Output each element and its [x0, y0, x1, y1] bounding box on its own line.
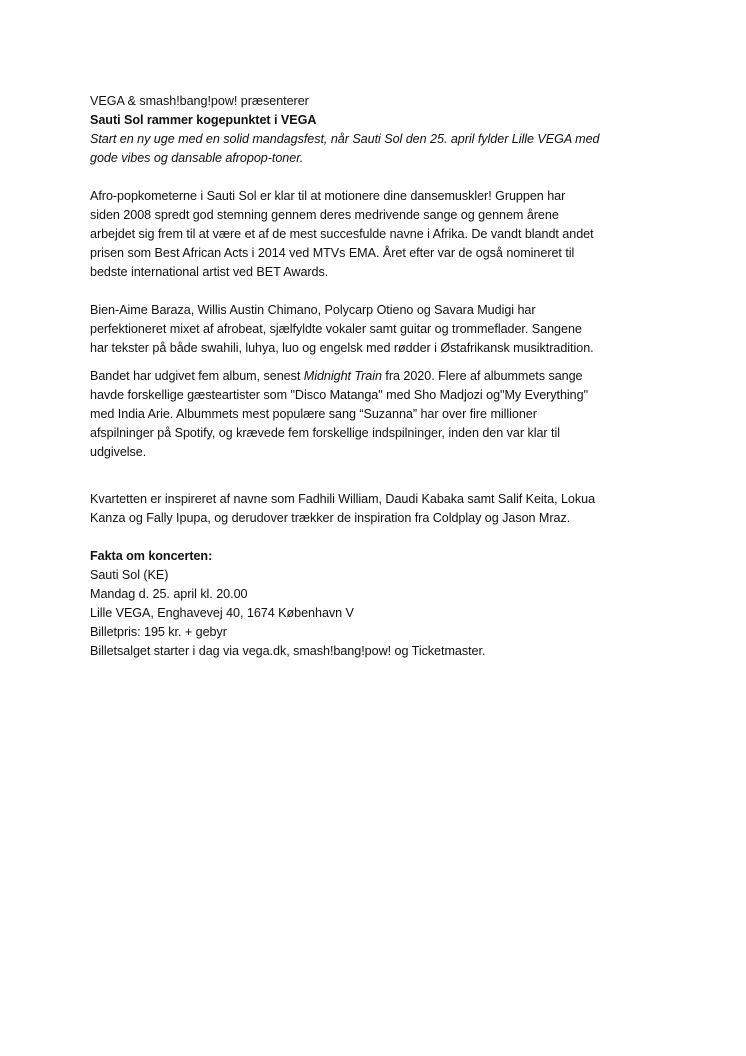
concert-facts	[90, 547, 665, 661]
paragraph-line: Bien-Aime Baraza, Willis Austin Chimano, Polycarp Otieno og Savara Mudigi har	[90, 303, 536, 317]
paragraph-inspiration	[90, 490, 665, 528]
paragraph-line	[90, 367, 665, 386]
paragraph-members	[90, 301, 665, 358]
facts-line: Sauti Sol (KE)	[90, 568, 169, 582]
paragraph-line: Afro-popkometerne i Sauti Sol er klar til at motionere dine dansemuskler! Gruppen har	[90, 189, 566, 203]
paragraph-albums	[90, 367, 665, 462]
press-release	[90, 92, 665, 661]
facts-line: Billetpris: 195 kr. + gebyr	[90, 625, 227, 639]
paragraph-line: udgivelse.	[90, 445, 147, 459]
lead-line: gode vibes og dansable afropop-toner.	[90, 151, 304, 165]
paragraph-line: med India Arie. Albummets mest populære sang “Suzanna” har over fire millioner	[90, 407, 537, 421]
facts-heading: Fakta om koncerten:	[90, 549, 213, 563]
paragraph-line: bedste international artist ved BET Awards.	[90, 265, 329, 279]
lead-paragraph	[90, 130, 665, 168]
paragraph-line: prisen som Best African Acts i 2014 ved MTVs EMA. Året efter var de også nomineret til	[90, 246, 575, 260]
lead-line: Start en ny uge med en solid mandagsfest, når Sauti Sol den 25. april fylder Lille VEGA med	[90, 132, 600, 146]
text-run: fra 2020. Flere af albummets sange	[381, 369, 583, 383]
paragraph-line: Kanza og Fally Ipupa, og derudover trækker de inspiration fra Coldplay og Jason Mraz.	[90, 511, 571, 525]
paragraph-line: havde forskellige gæsteartister som "Disco Matanga" med Sho Madjozi og"My Everything"	[90, 388, 589, 402]
paragraph-line: perfektioneret mixet af afrobeat, sjælfyldte vokaler samt guitar og trommeflader. Sangene	[90, 322, 582, 336]
facts-line: Mandag d. 25. april kl. 20.00	[90, 587, 248, 601]
presenter-line: VEGA & smash!bang!pow! præsenterer	[90, 94, 309, 108]
paragraph-line: Kvartetten er inspireret af navne som Fadhili William, Daudi Kabaka samt Salif Keita, Lokua	[90, 492, 596, 506]
paragraph-line: arbejdet sig frem til at være et af de mest succesfulde navne i Afrika. De vandt blandt andet	[90, 227, 594, 241]
text-run: Bandet har udgivet fem album, senest	[90, 369, 304, 383]
facts-line: Billetsalget starter i dag via vega.dk, smash!bang!pow! og Ticketmaster.	[90, 644, 486, 658]
paragraph-line: siden 2008 spredt god stemning gennem deres medrivende sange og gennem årene	[90, 208, 559, 222]
paragraph-intro	[90, 187, 665, 282]
paragraph-line: har tekster på både swahili, luhya, luo og engelsk med rødder i Østafrikansk musiktradition.	[90, 341, 594, 355]
facts-line: Lille VEGA, Enghavevej 40, 1674 København V	[90, 606, 354, 620]
album-title: Midnight Train	[303, 369, 382, 383]
headline: Sauti Sol rammer kogepunktet i VEGA	[90, 113, 317, 127]
paragraph-line: afspilninger på Spotify, og krævede fem forskellige indspilninger, inden den var klar til	[90, 426, 560, 440]
